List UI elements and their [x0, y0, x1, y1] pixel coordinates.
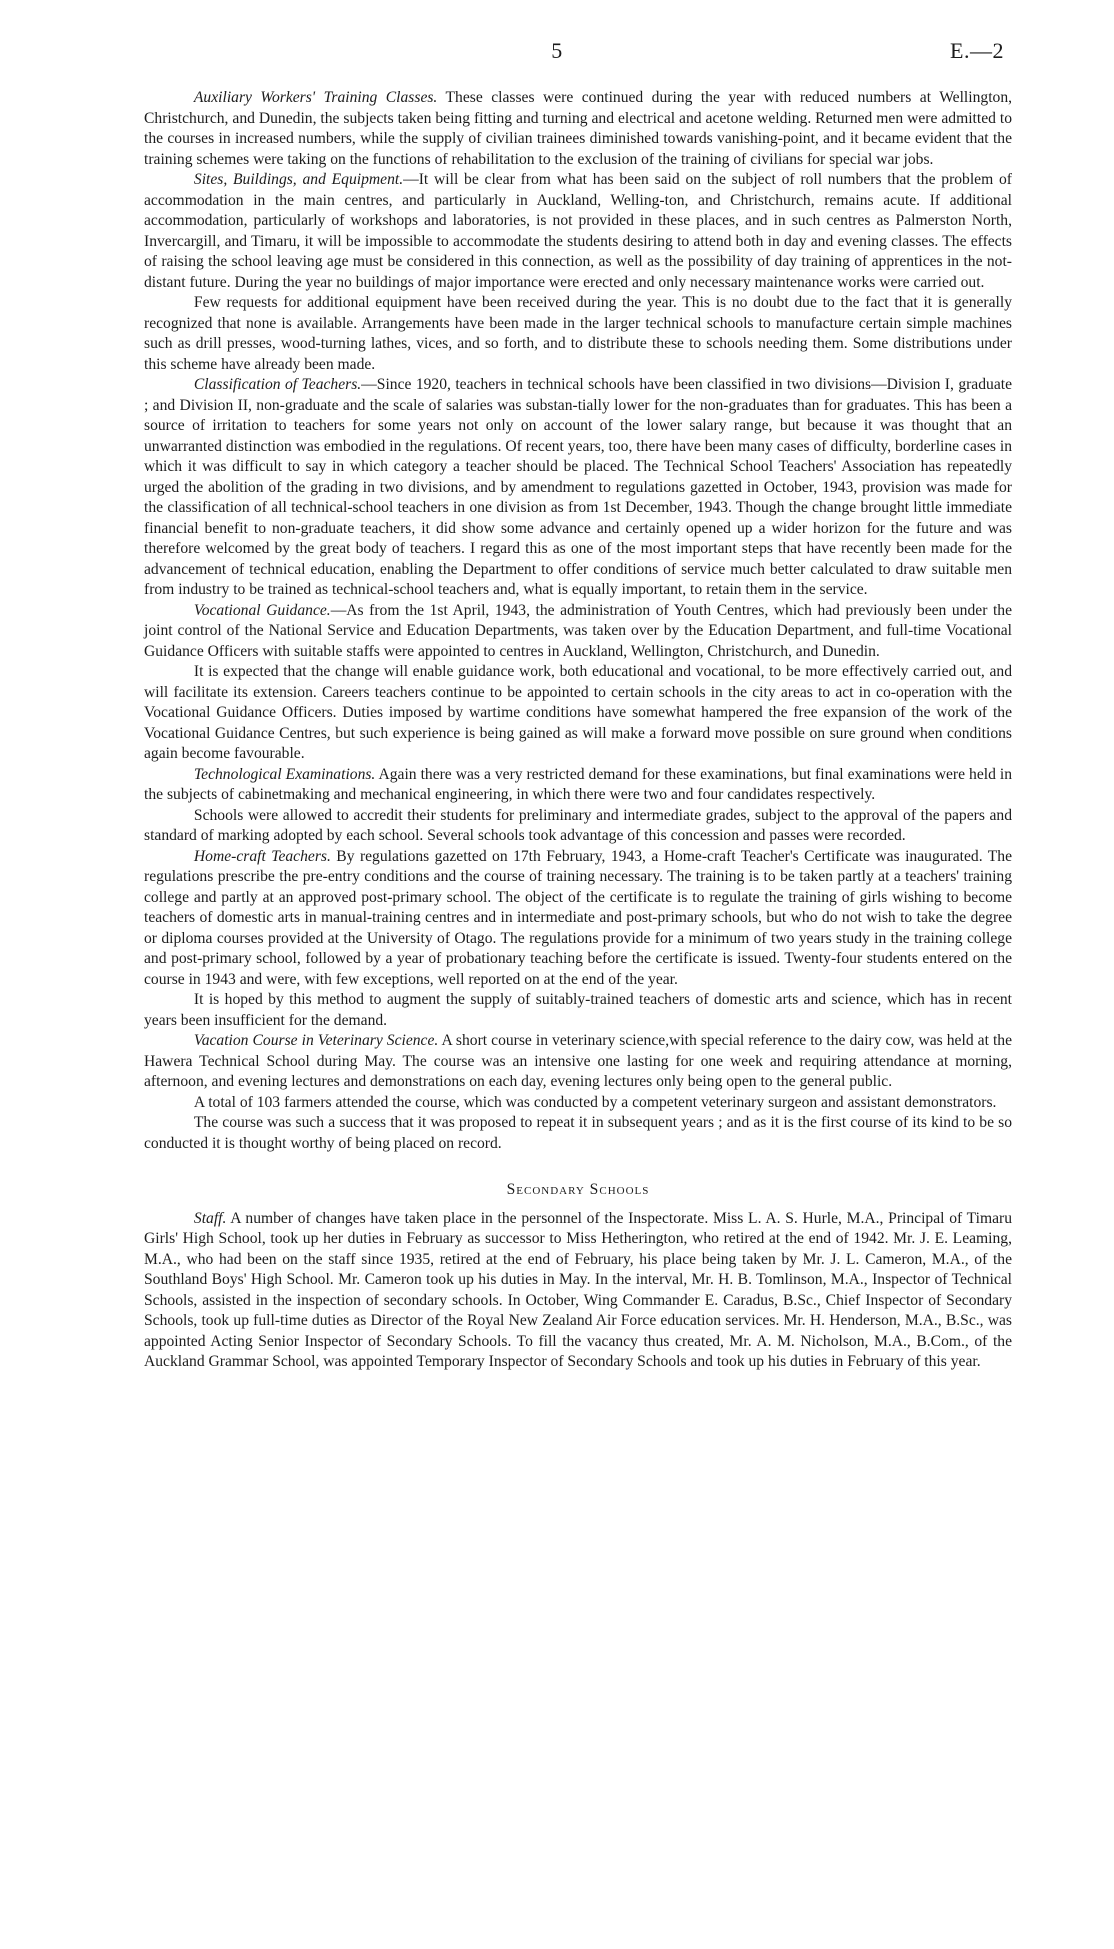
paragraph-heading: Classification of Teachers.	[193, 376, 362, 393]
paragraph-equipment-requests	[144, 293, 1012, 375]
paragraph-text: A short course in veterinary science,with special reference to the dairy cow, was held at the Hawera Technical School during May. The course was an intensive one lasting for one week and requiring attendance at morning, afternoon, and evening lectures and demonstrations on each day, evening lectures only being open to the general public.	[144, 1032, 1012, 1090]
paragraph-staff	[144, 1209, 1012, 1373]
paragraph-heading: Home-craft Teachers.	[193, 847, 331, 865]
paragraph-vocational-guidance	[144, 601, 1012, 663]
paragraph-text: —Since 1920, teachers in technical schools have been classified in two divisions—Division I, graduate ; and Division II, non-graduate and the scale of salaries was substan-tially lower for the non-graduates than for graduates. This has been a source of irritation to teachers for some years not only on account of the lower salary range, but because it was thought that an unwarranted distinction was embodied in the regulations. Of recent years, too, there have been many cases of difficulty, borderline cases in which it was difficult to say in which category a teacher should be placed. The Technical School Teachers' Association has repeatedly urged the abolition of the grading in two divisions, and by amendment to regulations gazetted in October, 1943, provision was made for the classification of all technical-school teachers in one division as from 1st December, 1943. Though the change brought little immediate financial benefit to non-graduate teachers, it did show some advance and certainly opened up a wider horizon for the future and was therefore welcomed by the great body of teachers. I regard this as one of the most important steps that have recently been made for the advancement of technical education, enabling the Department to offer conditions of service much better calculated to draw suitable men from industry to be trained as technical-school teachers and, what is equally important, to retain them in the service.	[144, 376, 1013, 598]
paragraph-text: A total of 103 farmers attended the course, which was conducted by a competent veterinary surgeon and assistant demonstrators.	[193, 1093, 997, 1111]
paragraph-text: It is hoped by this method to augment the supply of suitably-trained teachers of domestic arts and science, which has in recent years been insufficient for the demand.	[144, 991, 1012, 1029]
paragraph-technological-examinations	[144, 765, 1012, 806]
paragraph-text: Schools were allowed to accredit their students for preliminary and intermediate grades, subject to the approval of the papers and standard of marking adopted by each school. Several schools took advantage of this concession and passes were recorded.	[144, 806, 1012, 844]
body-text	[144, 88, 1012, 1373]
paragraph-domestic-arts-supply	[144, 990, 1012, 1031]
section-title-secondary-schools: Secondary Schools	[506, 1181, 650, 1198]
paragraph-text: By regulations gazetted on 17th February, 1943, a Home-craft Teacher's Certificate was inaugurated. The regulations prescribe the pre-entry conditions and the course of training necessary. The training is to be taken partly at a teachers' training college and partly at an approved post-primary school. The object of the certificate is to regulate the training of girls wishing to become teachers of domestic arts in manual-training centres and in intermediate and post-primary schools, but who do not wish to take the degree or diploma courses provided at the University of Otago. The regulations provide for a minimum of two years study in the training college and post-primary school, followed by a year of probationary teaching before the certificate is issued. Twenty-four students entered on the course in 1943 and were, with few exceptions, well reported on at the end of the year.	[144, 847, 1012, 988]
paragraph-accredit-students	[144, 806, 1012, 847]
paragraph-text: —It will be clear from what has been said on the subject of roll numbers that the problem of accommodation in the main centres, and particularly in Auckland, Welling-ton, and Christchurch, remains acute. If additional accommodation, particularly of workshops and laboratories, is not provided in these places, and in such centres as Palmerston North, Invercargill, and Timaru, it will be impossible to accommodate the students desiring to attend both in day and evening classes. The effects of raising the school leaving age must be considered in this connection, as well as the possibility of day training of apprentices in the not-distant future. During the year no buildings of major importance were erected and only necessary maintenance works were carried out.	[144, 171, 1013, 291]
page-reference: E.—2	[950, 38, 1004, 63]
paragraph-heading: Vocational Guidance.	[193, 601, 331, 619]
paragraph-text: Few requests for additional equipment have been received during the year. This is no doubt due to the fact that it is generally recognized that none is available. Arrangements have been made in the larger technical schools to manufacture certain simple machines such as drill presses, wood-turning lathes, vices, and so forth, and to distribute these to schools needing them. Some distributions under this scheme have already been made.	[144, 294, 1012, 373]
paragraph-heading: Staff.	[193, 1209, 227, 1227]
paragraph-text: —As from the 1st April, 1943, the administration of Youth Centres, which had previously been under the joint control of the National Service and Education Departments, was taken over by the Education Department, and full-time Vocational Guidance Officers with suitable staffs were appointed to centres in Auckland, Wellington, Christchurch, and Dunedin.	[144, 601, 1012, 660]
paragraph-heading: Auxiliary Workers' Training Classes.	[193, 89, 438, 106]
paragraph-sites-buildings	[144, 170, 1012, 293]
paragraph-text: The course was such a success that it was proposed to repeat it in subsequent years ; and as it is the first course of its kind to be so conducted it is thought worthy of being placed on record.	[144, 1114, 1012, 1152]
paragraph-text: It is expected that the change will enable guidance work, both educational and vocational, to be more effectively carried out, and will facilitate its extension. Careers teachers continue to be appointed to certain schools in the city areas to act in co-operation with the Vocational Guidance Officers. Duties imposed by wartime conditions have somewhat hampered the free expansion of the work of the Vocational Guidance Centres, but such experience is being gained as will make a forward move possible on sure ground when conditions again become favourable.	[144, 663, 1012, 762]
paragraph-text: A number of changes have taken place in the personnel of the Inspectorate. Miss L. A. S. Hurle, M.A., Principal of Timaru Girls' High School, took up her duties in February as successor to Miss Hetherington, who retired at the end of 1942. Mr. J. E. Leaming, M.A., who had been on the staff since 1935, retired at the end of February, his place being taken by Mr. J. L. Cameron, M.A., of the Southland Boys' High School. Mr. Cameron took up his duties in May. In the interval, Mr. H. B. Tomlinson, M.A., Inspector of Technical Schools, assisted in the inspection of secondary schools. In October, Wing Commander E. Caradus, B.Sc., Chief Inspector of Secondary Schools, took up full-time duties as Director of the Royal New Zealand Air Force education services. Mr. H. Henderson, M.A., B.Sc., was appointed Acting Senior Inspector of Secondary Schools. To fill the vacancy thus created, Mr. A. M. Nicholson, M.A., B.Com., of the Auckland Grammar School, was appointed Temporary Inspector of Secondary Schools and took up his duties in February of this year.	[144, 1209, 1012, 1370]
paragraph-text: These classes were continued during the year with reduced numbers at Wellington, Christchurch, and Dunedin, the subjects taken being fitting and turning and electrical and acetone welding. Returned men were admitted to the courses in increased numbers, while the supply of civilian trainees diminished towards vanishing-point, and it became evident that the training schemes were taking on the functions of rehabilitation to the exclusion of the training of civilians for special war jobs.	[144, 89, 1013, 168]
paragraph-vacation-course	[144, 1031, 1012, 1093]
paragraph-classification-teachers	[144, 375, 1012, 601]
paragraph-farmers-attended	[144, 1093, 1012, 1114]
paragraph-auxiliary-workers	[144, 88, 1012, 170]
paragraph-text: Again there was a very restricted demand for these examinations, but final examinations were held in the subjects of cabinetmaking and mechanical engineering, in which there were two and four candidates respectively.	[144, 765, 1013, 803]
paragraph-course-success	[144, 1113, 1012, 1154]
paragraph-heading: Technological Examinations.	[193, 765, 376, 783]
paragraph-heading: Vacation Course in Veterinary Science.	[193, 1032, 439, 1049]
paragraph-heading: Sites, Buildings, and Equipment.	[193, 171, 404, 188]
page-number: 5	[551, 38, 563, 63]
paragraph-guidance-expectation	[144, 662, 1012, 765]
paragraph-home-craft-teachers	[144, 847, 1012, 991]
